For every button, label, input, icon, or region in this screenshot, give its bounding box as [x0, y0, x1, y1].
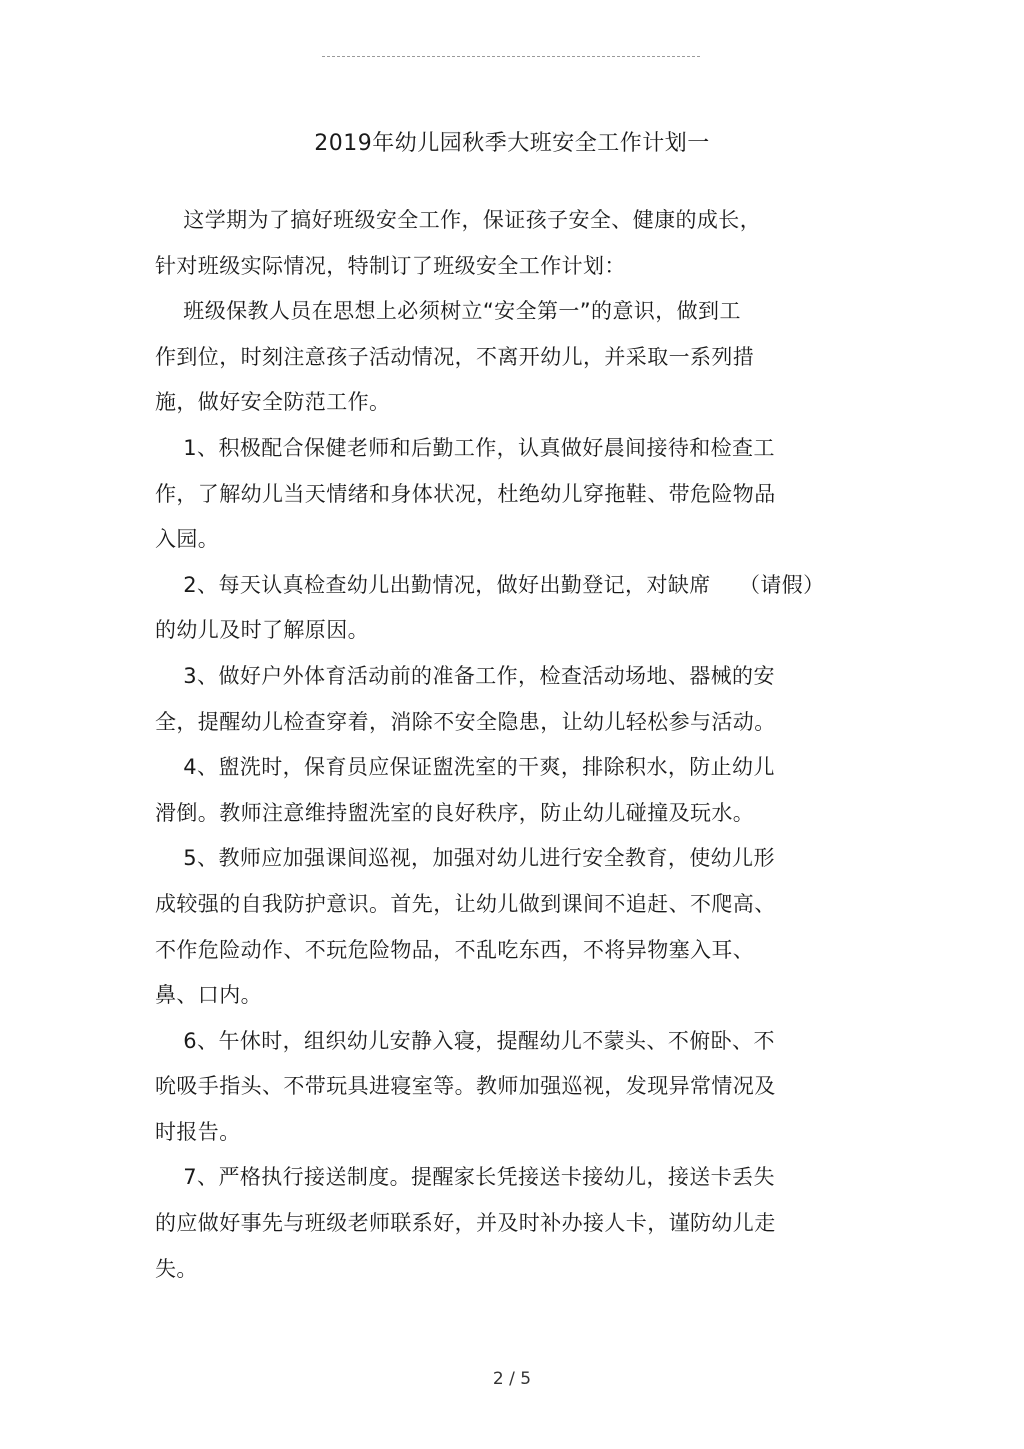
text-line: 时报告。: [155, 1119, 241, 1144]
text-line: 施，做好安全防范工作。: [155, 390, 391, 415]
text-line: 作到位，时刻注意孩子活动情况，不离开幼儿，并采取一系列措: [155, 344, 755, 369]
text-line: 3、做好户外体育活动前的准备工作，检查活动场地、器械的安: [155, 663, 775, 688]
page-number: 2 / 5: [492, 1369, 532, 1389]
page-title: 2019年幼儿园秋季大班安全工作计划一: [314, 131, 710, 156]
text-line: 吮吸手指头、不带玩具进寝室等。教师加强巡视，发现异常情况及: [155, 1074, 776, 1099]
text-line: 5、教师应加强课间巡视，加强对幼儿进行安全教育，使幼儿形: [155, 846, 775, 871]
text-line: 班级保教人员在思想上必须树立“安全第一”的意识，做到工: [155, 299, 741, 324]
text-line: 入园。: [155, 527, 220, 552]
text-line: 7、严格执行接送制度。提醒家长凭接送卡接幼儿，接送卡丢失: [155, 1165, 775, 1190]
text-line: 全，提醒幼儿检查穿着，消除不安全隐患，让幼儿轻松参与活动。: [155, 709, 776, 734]
header-divider: [322, 56, 700, 57]
text-line: 的应做好事先与班级老师联系好，并及时补办接人卡，谨防幼儿走: [155, 1211, 776, 1236]
text-line: 的幼儿及时了解原因。: [155, 618, 369, 643]
text-line: 这学期为了搞好班级安全工作，保证孩子安全、健康的成长，: [155, 208, 762, 232]
text-line: 针对班级实际情况，特制订了班级安全工作计划：: [155, 253, 626, 278]
text-line: 成较强的自我防护意识。首先，让幼儿做到课间不追赶、不爬高、: [155, 891, 776, 916]
text-line: 6、午休时，组织幼儿安静入寝，提醒幼儿不蒙头、不俯卧、不: [155, 1028, 775, 1053]
text-line: 作，了解幼儿当天情绪和身体状况，杜绝幼儿穿拖鞋、带危险物品: [155, 481, 776, 506]
text-line: 不作危险动作、不玩危险物品，不乱吃东西，不将异物塞入耳、: [155, 937, 755, 962]
text-line: 失。: [155, 1256, 198, 1281]
text-line: 2、每天认真检查幼儿出勤情况，做好出勤登记，对缺席 （请假）: [155, 572, 825, 597]
text-line: 4、盥洗时，保育员应保证盥洗室的干爽，排除积水，防止幼儿: [155, 755, 775, 780]
text-line: 滑倒。教师注意维持盥洗室的良好秩序，防止幼儿碰撞及玩水。: [155, 800, 755, 825]
document-body: [155, 198, 870, 1292]
text-line: 鼻、口内。: [155, 983, 262, 1008]
text-line: 1、积极配合保健老师和后勤工作，认真做好晨间接待和检查工: [155, 435, 775, 460]
